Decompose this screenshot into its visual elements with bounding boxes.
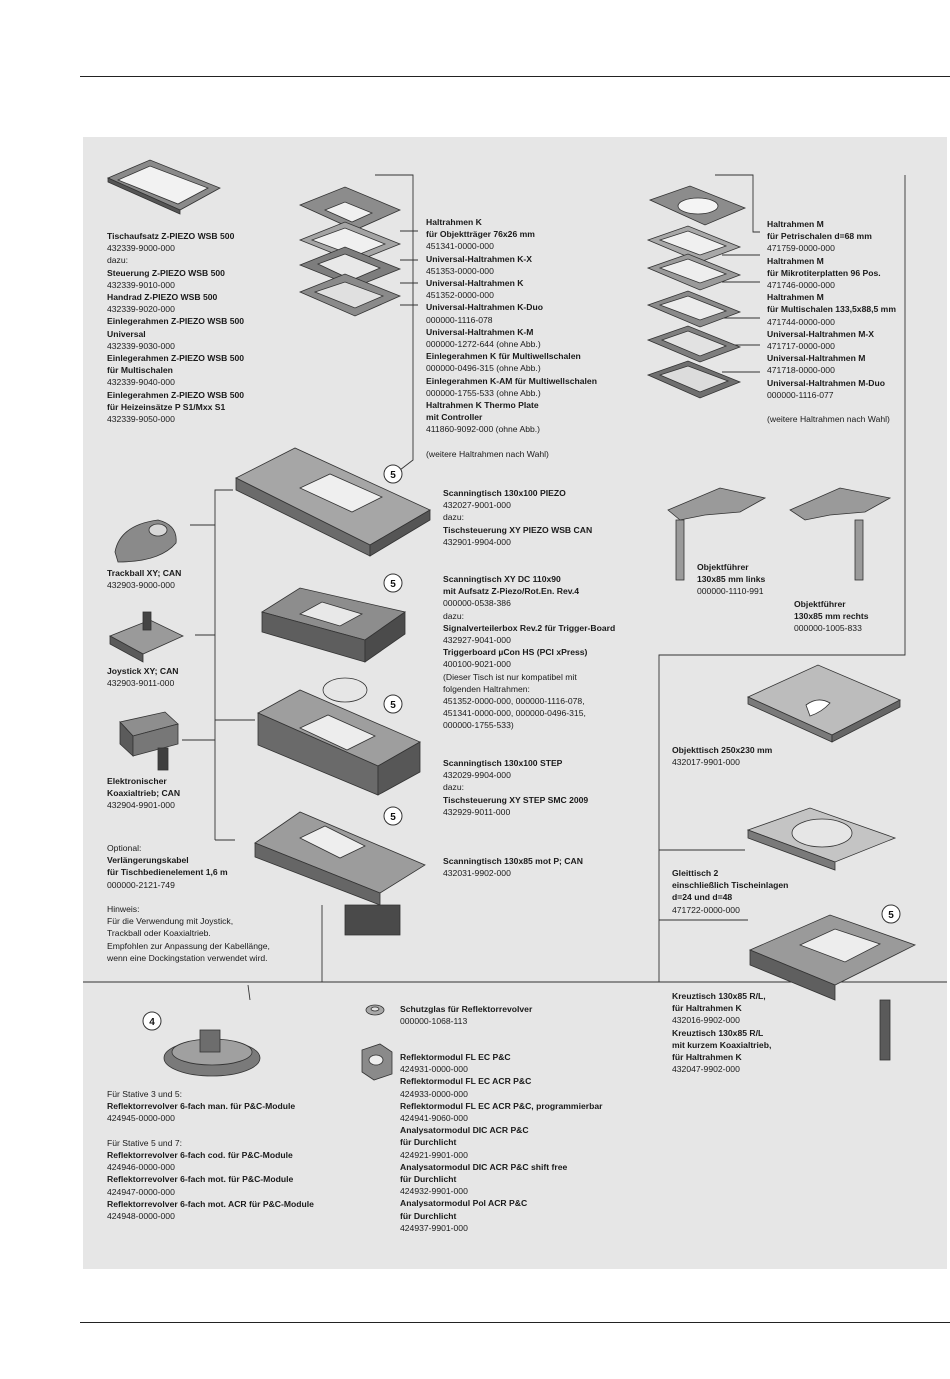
haltrahmen-k-illustration (300, 187, 400, 316)
label-line: Trackball XY; CAN (107, 568, 182, 578)
label-line: für Petrischalen d=68 mm (767, 231, 872, 242)
label-line: Objektführer (794, 599, 846, 609)
label-line: 424933-0000-000 (400, 1088, 468, 1099)
label-line: 130x85 mm rechts (794, 611, 869, 622)
label-line: Universal-Haltrahmen K-M (426, 326, 534, 337)
label-line: 451353-0000-000 (426, 265, 494, 276)
badge-6 (143, 1012, 161, 1030)
label-reflektormodul (400, 1051, 602, 1234)
label-line (426, 436, 597, 448)
label-joystick (107, 665, 178, 689)
label-line: 432339-9050-000 (107, 414, 175, 425)
label-line: wenn eine Dockingstation verwendet wird. (107, 952, 268, 963)
label-line: d=24 und d=48 (672, 892, 733, 903)
label-line: 424945-0000-000 (107, 1113, 175, 1124)
label-haltrahmen-m (767, 218, 896, 425)
trackball-illustration (115, 520, 176, 562)
label-line: für Durchlicht (400, 1174, 457, 1185)
label-scan-piezo (443, 487, 592, 548)
label-line: Für Stative 3 und 5: (107, 1089, 182, 1099)
label-line: (weitere Haltrahmen nach Wahl) (426, 448, 549, 459)
label-line: für Haltrahmen K (672, 1003, 742, 1014)
label-schutzglas (400, 1003, 532, 1027)
label-line: Haltrahmen K (426, 217, 482, 227)
label-line: Signalverteilerbox Rev.2 für Trigger-Board (443, 622, 616, 633)
label-line: 432929-9011-000 (443, 806, 511, 817)
label-line: Empfohlen zur Anpassung der Kabellänge, (107, 940, 270, 951)
label-line: dazu: (443, 512, 465, 523)
label-line: Reflektorrevolver 6-fach mot. für P&C-Module (107, 1174, 294, 1185)
label-line: 000000-0496-315 (ohne Abb.) (426, 363, 541, 374)
label-line: 000000-1755-533 (ohne Abb.) (426, 387, 541, 398)
label-line: Tischsteuerung XY STEP SMC 2009 (443, 794, 589, 805)
label-line: für Mikrotiterplatten 96 Pos. (767, 267, 881, 278)
badge-1 (384, 465, 402, 483)
label-line: 432339-9020-000 (107, 304, 175, 315)
label-line: Hinweis: (107, 904, 140, 915)
label-line: 000000-2121-749 (107, 879, 175, 890)
label-line: für Heizeinsätze P S1/Mxx S1 (107, 401, 226, 412)
label-line: Einlegerahmen Z-PIEZO WSB 500 (107, 389, 245, 400)
label-gleittisch (672, 867, 788, 916)
label-line: Kreuztisch 130x85 R/L, (672, 991, 766, 1001)
label-line: Reflektorrevolver 6-fach mot. ACR für P&C-Module (107, 1198, 314, 1209)
svg-text:4: 4 (149, 1017, 155, 1028)
label-line: Reflektormodul FL EC ACR P&C, programmierbar (400, 1100, 603, 1111)
schutzglas-illustration (366, 1005, 384, 1015)
label-objektfuehrer-links (697, 561, 765, 598)
label-line: Joystick XY; CAN (107, 666, 179, 676)
label-line: für Tischbedienelement 1,6 m (107, 867, 228, 878)
label-line: Scanningtisch 130x100 STEP (443, 758, 563, 768)
label-line (107, 1125, 314, 1137)
label-line: Für die Verwendung mit Joystick, (107, 916, 234, 927)
label-trackball (107, 567, 181, 591)
label-line: 432903-9011-000 (107, 678, 175, 689)
label-line: Reflektormodul FL EC P&C (400, 1052, 511, 1062)
badge-5 (882, 905, 900, 923)
badge-4 (384, 807, 402, 825)
label-line: 432029-9904-000 (443, 770, 511, 781)
label-line: 471759-0000-000 (767, 243, 835, 254)
scan-mot-illustration (255, 812, 425, 935)
label-line: Optional: (107, 843, 142, 853)
label-line: mit Aufsatz Z-Piezo/Rot.En. Rev.4 (443, 586, 580, 597)
label-line: für Durchlicht (400, 1137, 457, 1148)
label-line: Haltrahmen M (767, 292, 824, 303)
label-line: 000000-1755-533) (443, 720, 514, 731)
label-line: (Dieser Tisch ist nur kompatibel mit (443, 671, 577, 682)
label-line: Elektronischer (107, 776, 167, 786)
haltrahmen-m-illustration (648, 186, 745, 398)
label-line: Universal (107, 328, 146, 339)
label-line: 451341-0000-000 (426, 241, 494, 252)
label-line: 424946-0000-000 (107, 1162, 175, 1173)
label-optional (107, 842, 270, 964)
label-line: 432027-9001-000 (443, 500, 511, 511)
label-line: Universal-Haltrahmen K-Duo (426, 302, 543, 313)
label-line: Haltrahmen K Thermo Plate (426, 400, 539, 411)
label-line: Gleittisch 2 (672, 868, 719, 878)
label-line: Tischaufsatz Z-PIEZO WSB 500 (107, 231, 235, 241)
label-line: dazu: (443, 610, 465, 621)
scan-piezo-illustration (236, 448, 430, 556)
label-line: 000000-1110-991 (697, 586, 764, 597)
label-line: 411860-9092-000 (ohne Abb.) (426, 424, 541, 435)
label-line: Einlegerahmen Z-PIEZO WSB 500 (107, 316, 245, 327)
label-line: 400100-9021-000 (443, 659, 511, 670)
label-line: 432017-9901-000 (672, 757, 740, 768)
label-line: Haltrahmen M (767, 219, 824, 229)
label-line: 471718-0000-000 (767, 365, 835, 376)
label-line: Steuerung Z-PIEZO WSB 500 (107, 267, 225, 278)
label-line: 432339-9030-000 (107, 340, 175, 351)
label-scan-mot (443, 855, 583, 879)
label-line: 000000-0538-386 (443, 598, 511, 609)
label-line: 471722-0000-000 (672, 904, 740, 915)
label-scan-dc (443, 573, 615, 732)
label-line: 424941-9060-000 (400, 1113, 468, 1124)
label-line: für Haltrahmen K (672, 1052, 742, 1063)
tischaufsatz-illustration (108, 160, 220, 214)
label-kreuztisch (672, 990, 771, 1075)
label-scan-step (443, 757, 588, 818)
badge-3 (384, 695, 402, 713)
label-line: dazu: (107, 255, 129, 266)
label-line: für Multischalen (107, 365, 173, 376)
label-line: Analysatormodul Pol ACR P&C (400, 1198, 528, 1209)
label-line: Universal-Haltrahmen M (767, 353, 866, 364)
koaxialtrieb-illustration (120, 712, 178, 770)
revolver-illustration (164, 1030, 260, 1076)
label-line: 130x85 mm links (697, 574, 766, 585)
label-line: 424932-9901-000 (400, 1186, 468, 1197)
label-line: Reflektorrevolver 6-fach cod. für P&C-Module (107, 1150, 293, 1161)
label-line: Einlegerahmen K für Multiwellschalen (426, 351, 581, 362)
label-line: folgenden Haltrahmen: (443, 683, 530, 694)
label-line: 432339-9000-000 (107, 243, 175, 254)
label-koaxialtrieb (107, 775, 180, 812)
label-line: 000000-1005-833 (794, 623, 862, 634)
label-line: Scanningtisch 130x100 PIEZO (443, 488, 566, 498)
label-line: Kreuztisch 130x85 R/L (672, 1027, 764, 1038)
label-line: 432016-9902-000 (672, 1015, 740, 1026)
label-line: 424931-0000-000 (400, 1064, 468, 1075)
label-line: Handrad Z-PIEZO WSB 500 (107, 292, 218, 303)
label-line: Für Stative 5 und 7: (107, 1137, 182, 1148)
scan-dc-illustration (262, 588, 405, 662)
label-line: Haltrahmen M (767, 255, 824, 266)
label-line: Scanningtisch XY DC 110x90 (443, 574, 561, 584)
objekttisch-illustration (748, 665, 900, 742)
label-line: Tischsteuerung XY PIEZO WSB CAN (443, 524, 593, 535)
label-line: Analysatormodul DIC ACR P&C (400, 1125, 529, 1136)
label-line: Universal-Haltrahmen M-X (767, 328, 874, 339)
label-line: dazu: (443, 782, 465, 793)
label-line: Einlegerahmen K-AM für Multiwellschalen (426, 375, 597, 386)
label-line: 432927-9041-000 (443, 635, 511, 646)
label-objektfuehrer-rechts (794, 598, 869, 635)
label-line: (weitere Haltrahmen nach Wahl) (767, 414, 890, 425)
badge-2 (384, 574, 402, 592)
label-haltrahmen-k (426, 216, 597, 460)
label-line: für Objektträger 76x26 mm (426, 229, 535, 240)
svg-text:5: 5 (888, 910, 894, 921)
label-line: für Multischalen 133,5x88,5 mm (767, 304, 896, 315)
label-line: 424921-9901-000 (400, 1149, 468, 1160)
label-line: Triggerboard µCon HS (PCI xPress) (443, 647, 588, 658)
svg-text:5: 5 (390, 579, 396, 590)
label-line: 471746-0000-000 (767, 280, 835, 291)
label-revolver (107, 1088, 314, 1222)
label-line: 424937-9901-000 (400, 1222, 468, 1233)
label-line: 000000-1116-078 (426, 314, 493, 325)
label-line: Reflektorrevolver 6-fach man. für P&C-Module (107, 1101, 296, 1112)
label-line: 451341-0000-000, 000000-0496-315, (443, 708, 586, 719)
label-line: 451352-0000-000 (426, 290, 494, 301)
label-line (767, 401, 896, 413)
label-line: 424948-0000-000 (107, 1211, 175, 1222)
label-line: 432047-9902-000 (672, 1064, 740, 1075)
svg-text:5: 5 (390, 700, 396, 711)
label-tischaufsatz (107, 230, 244, 425)
label-line: Analysatormodul DIC ACR P&C shift free (400, 1161, 568, 1172)
label-line (107, 891, 270, 903)
kreuztisch-illustration (750, 915, 915, 1060)
label-line: 432903-9000-000 (107, 580, 175, 591)
label-line: Verlängerungskabel (107, 855, 189, 866)
label-objekttisch (672, 744, 772, 768)
label-line: Reflektormodul FL EC ACR P&C (400, 1076, 532, 1087)
label-line: Universal-Haltrahmen K (426, 278, 524, 289)
label-line: 471744-0000-000 (767, 316, 835, 327)
label-line: 432339-9010-000 (107, 279, 175, 290)
label-line: 000000-1068-113 (400, 1016, 468, 1027)
joystick-illustration (110, 612, 183, 662)
label-line: 432031-9902-000 (443, 868, 511, 879)
label-line: 451352-0000-000, 000000-1116-078, (443, 696, 585, 707)
label-line: 000000-1116-077 (767, 389, 834, 400)
label-line: 000000-1272-644 (ohne Abb.) (426, 339, 541, 350)
label-line: Trackball oder Koaxialtrieb. (107, 928, 211, 939)
label-line: Schutzglas für Reflektorrevolver (400, 1004, 533, 1014)
label-line: Einlegerahmen Z-PIEZO WSB 500 (107, 353, 245, 364)
label-line: Objekttisch 250x230 mm (672, 745, 773, 755)
label-line: mit kurzem Koaxialtrieb, (672, 1039, 772, 1050)
label-line: 432904-9901-000 (107, 800, 175, 811)
label-line: Koaxialtrieb; CAN (107, 788, 181, 799)
label-line: 432901-9904-000 (443, 536, 511, 547)
svg-text:5: 5 (390, 470, 396, 481)
label-line: 471717-0000-000 (767, 341, 835, 352)
reflektormodul-illustration (362, 1044, 392, 1080)
label-line: Universal-Haltrahmen M-Duo (767, 377, 885, 388)
label-line: Objektführer (697, 562, 749, 572)
label-line: für Durchlicht (400, 1210, 457, 1221)
label-line: 424947-0000-000 (107, 1186, 175, 1197)
gleittisch-illustration (748, 808, 895, 870)
label-line: 432339-9040-000 (107, 377, 175, 388)
label-line: Scanningtisch 130x85 mot P; CAN (443, 856, 583, 866)
label-line: mit Controller (426, 412, 483, 423)
label-line: einschließlich Tischeinlagen (672, 880, 789, 891)
label-line: Universal-Haltrahmen K-X (426, 253, 533, 264)
svg-text:5: 5 (390, 812, 396, 823)
